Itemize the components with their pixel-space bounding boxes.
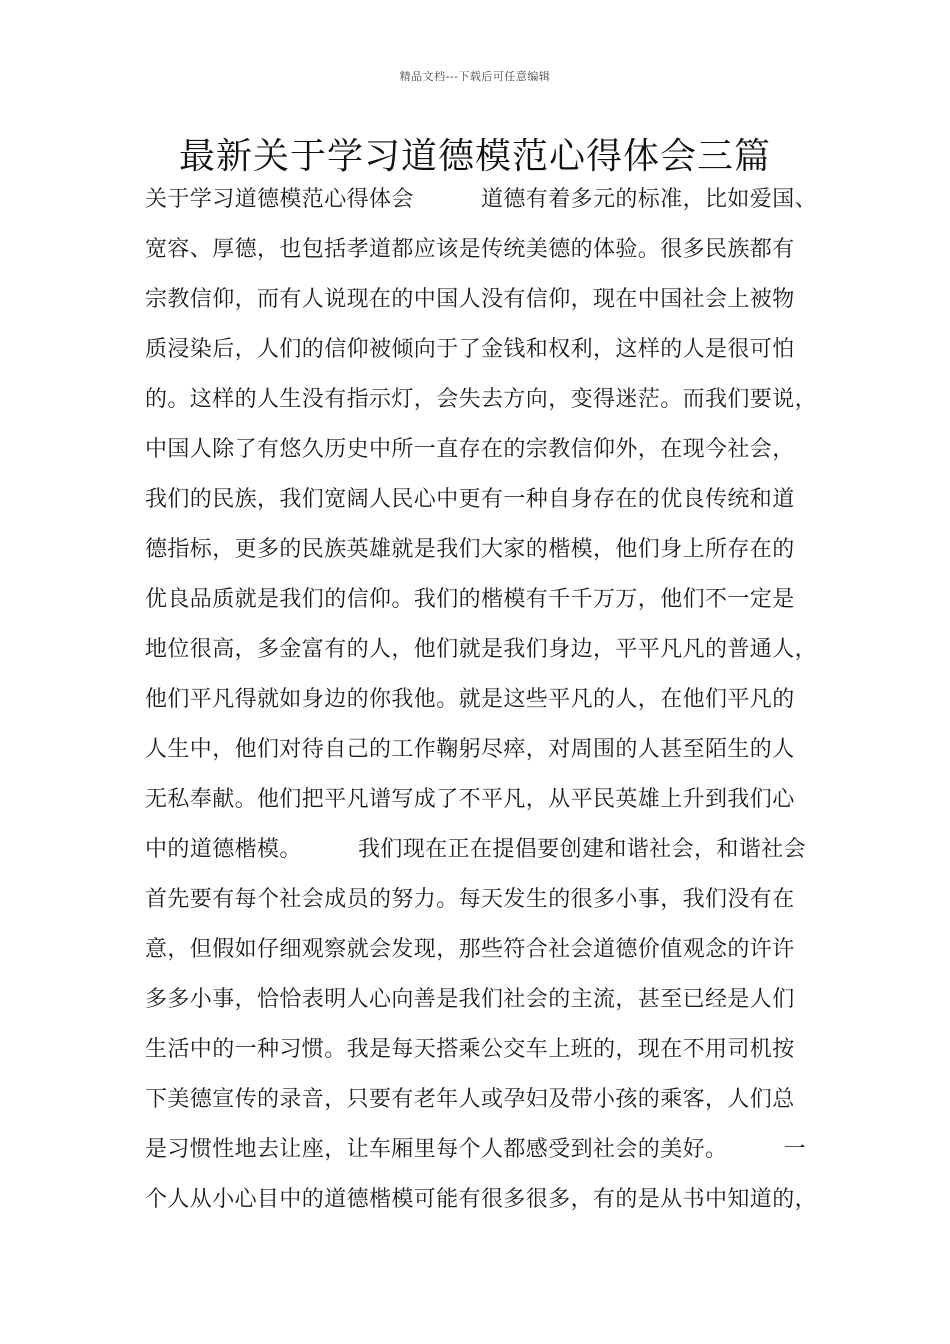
text-line: 地位很高，多金富有的人，他们就是我们身边，平平凡凡的普通人， <box>145 637 818 662</box>
text-line: 的。这样的人生没有指示灯，会失去方向，变得迷茫。而我们要说， <box>145 387 818 412</box>
text-line: 下美德宣传的录音，只要有老年人或孕妇及带小孩的乘客，人们总 <box>145 1087 795 1112</box>
text-line: 宽容、厚德，也包括孝道都应该是传统美德的体验。很多民族都有 <box>145 237 795 262</box>
text-line: 中国人除了有悠久历史中所一直存在的宗教信仰外，在现今社会， <box>145 437 795 462</box>
text-line: 宗教信仰，而有人说现在的中国人没有信仰，现在中国社会上被物 <box>145 287 795 312</box>
text-line: 是习惯性地去让座，让车厢里每个人都感受到社会的美好。 一 <box>145 1137 807 1162</box>
text-line: 质浸染后，人们的信仰被倾向于了金钱和权利，这样的人是很可怕 <box>145 337 795 362</box>
header-note: 精品文档---下载后可任意编辑 <box>399 70 551 83</box>
text-line: 首先要有每个社会成员的努力。每天发生的很多小事，我们没有在 <box>145 887 795 912</box>
text-line: 多多小事，恰恰表明人心向善是我们社会的主流，甚至已经是人们 <box>145 987 795 1012</box>
text-line: 生活中的一种习惯。我是每天搭乘公交车上班的，现在不用司机按 <box>145 1037 795 1062</box>
text-line: 关于学习道德模范心得体会 道德有着多元的标准，比如爱国、 <box>145 187 818 212</box>
text-line: 优良品质就是我们的信仰。我们的楷模有千千万万，他们不一定是 <box>145 587 795 612</box>
text-line: 无私奉献。他们把平凡谱写成了不平凡，从平民英雄上升到我们心 <box>145 787 795 812</box>
text-line: 我们的民族，我们宽阔人民心中更有一种自身存在的优良传统和道 <box>145 487 795 512</box>
page-title: 最新关于学习道德模范心得体会三篇 <box>178 136 771 177</box>
text-line: 他们平凡得就如身边的你我他。就是这些平凡的人，在他们平凡的 <box>145 687 795 712</box>
text-line: 德指标，更多的民族英雄就是我们大家的楷模，他们身上所存在的 <box>145 537 795 562</box>
body-text <box>145 183 835 1233</box>
text-line: 中的道德楷模。 我们现在正在提倡要创建和谐社会，和谐社会 <box>145 837 807 862</box>
text-line: 个人从小心目中的道德楷模可能有很多很多，有的是从书中知道的， <box>145 1187 818 1212</box>
text-line: 人生中，他们对待自己的工作鞠躬尽瘁，对周围的人甚至陌生的人 <box>145 737 795 762</box>
text-line: 意，但假如仔细观察就会发现，那些符合社会道德价值观念的许许 <box>145 937 795 962</box>
